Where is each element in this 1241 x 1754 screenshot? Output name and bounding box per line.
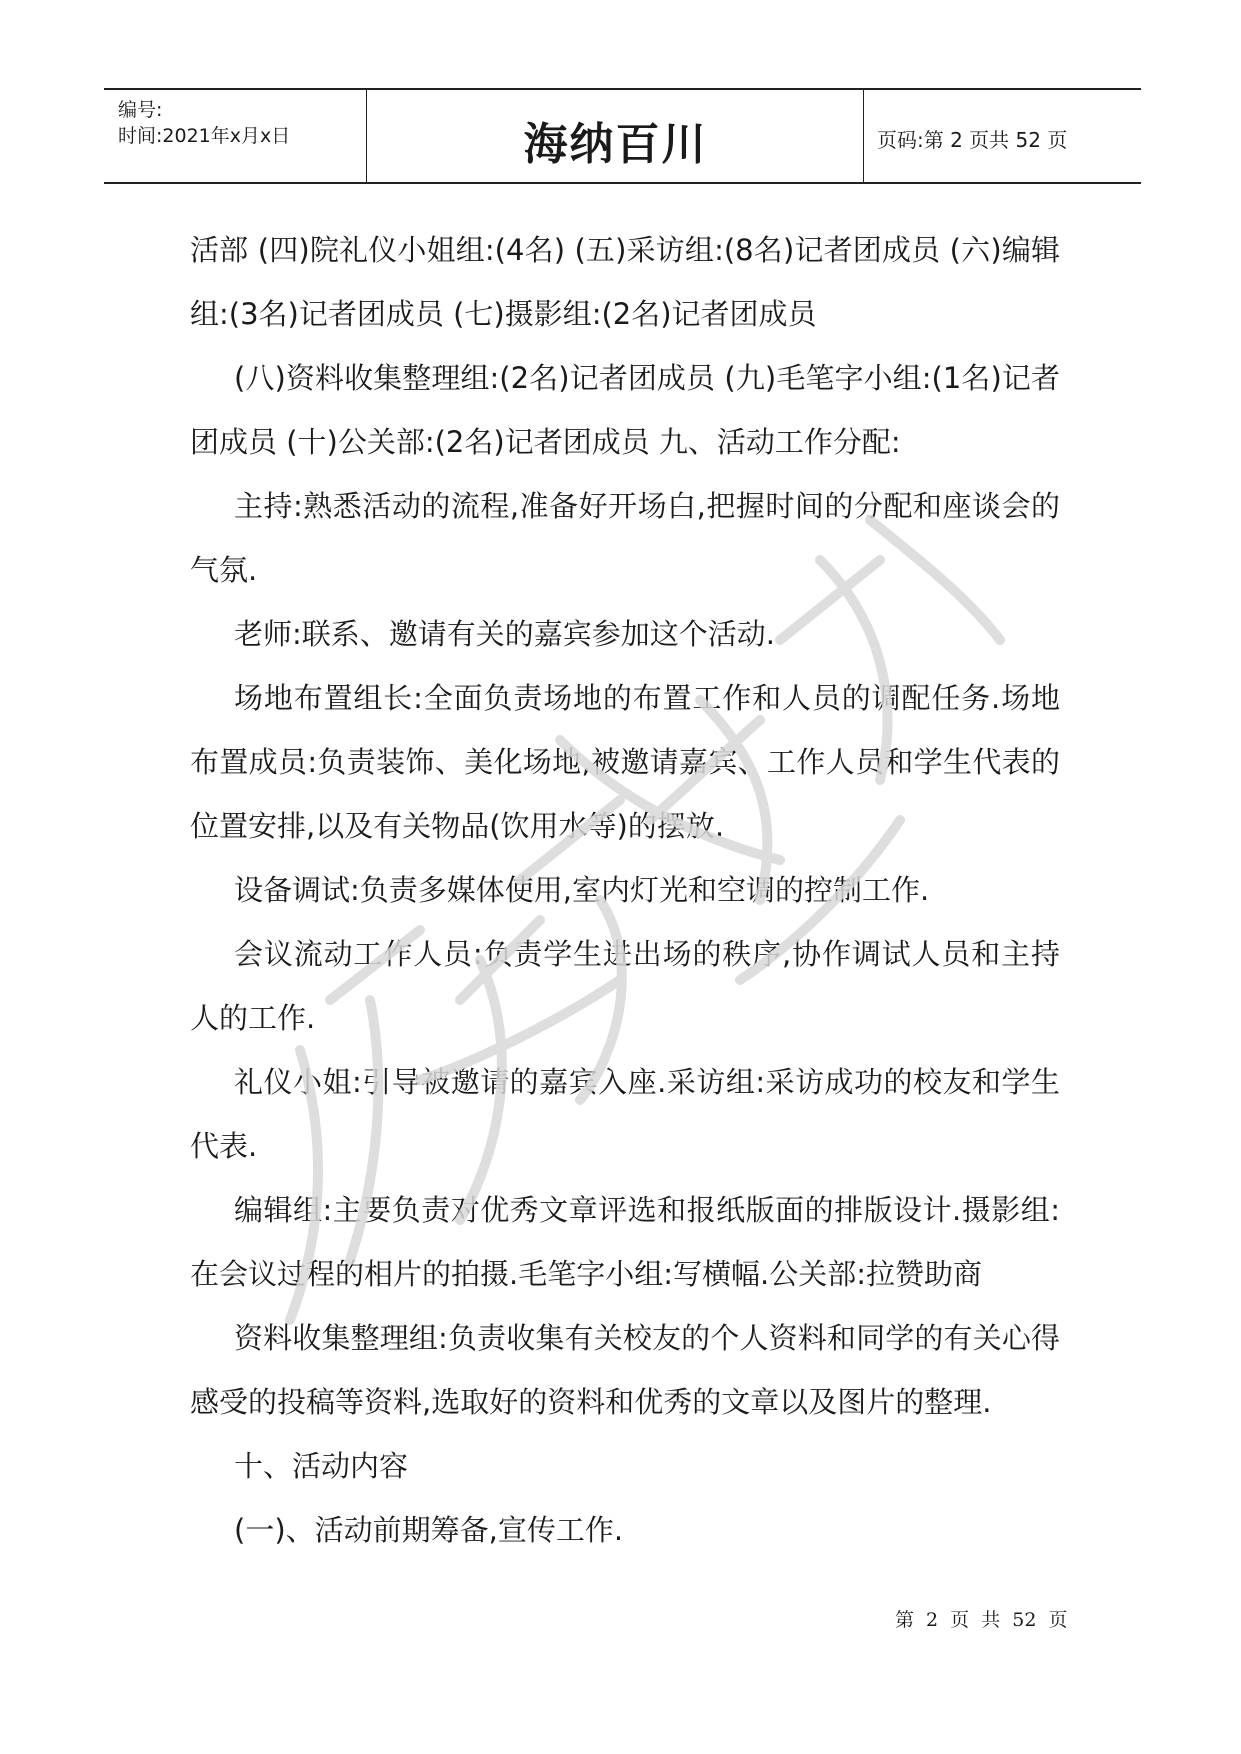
body-paragraph: 主持:熟悉活动的流程,准备好开场白,把握时间的分配和座谈会的气氛.	[190, 489, 1060, 587]
body-paragraph: (一)、活动前期筹备,宣传工作.	[234, 1513, 624, 1547]
header-page-cell	[865, 90, 1141, 182]
page-code-label: 页码:第 2 页共 52 页	[877, 128, 1068, 152]
body-paragraph: 礼仪小姐:引导被邀请的嘉宾入座.采访组:采访成功的校友和学生代表.	[190, 1065, 1060, 1163]
body-paragraph: 会议流动工作人员:负责学生进出场的秩序,协作调试人员和主持人的工作.	[190, 937, 1060, 1035]
document-number-label: 编号:	[118, 99, 163, 121]
header-meta-cell	[104, 90, 367, 182]
body-paragraph: 活部 (四)院礼仪小姐组:(4名) (五)采访组:(8名)记者团成员 (六)编辑组:(3名)记者团成员 (七)摄影组:(2名)记者团成员	[190, 233, 1060, 331]
page-footer: 第 2 页 共 52 页	[895, 1609, 1068, 1631]
body-paragraph: 设备调试:负责多媒体使用,室内灯光和空调的控制工作.	[234, 873, 930, 907]
section-heading: 十、活动内容	[234, 1449, 409, 1483]
body-paragraph: 老师:联系、邀请有关的嘉宾参加这个活动.	[234, 617, 775, 651]
body-paragraph: 编辑组:主要负责对优秀文章评选和报纸版面的排版设计.摄影组:在会议过程的相片的拍摄.毛笔字小组:写横幅.公关部:拉赞助商	[190, 1193, 1060, 1291]
page-header	[104, 88, 1141, 184]
body-paragraph: 资料收集整理组:负责收集有关校友的个人资料和同学的有关心得感受的投稿等资料,选取好的资料和优秀的文章以及图片的整理.	[190, 1321, 1060, 1419]
body-paragraph: 场地布置组长:全面负责场地的布置工作和人员的调配任务.场地布置成员:负责装饰、美化场地,被邀请嘉宾、工作人员和学生代表的位置安排,以及有关物品(饮用水等)的摆放.	[190, 681, 1060, 843]
document-body	[190, 218, 1060, 1562]
header-brand-cell	[368, 90, 864, 182]
document-time-label: 时间:2021年x月x日	[118, 125, 291, 147]
brand-title: 海纳百川	[523, 119, 708, 170]
body-paragraph: (八)资料收集整理组:(2名)记者团成员 (九)毛笔字小组:(1名)记者团成员 (十)公关部:(2名)记者团成员 九、活动工作分配:	[190, 361, 1060, 459]
